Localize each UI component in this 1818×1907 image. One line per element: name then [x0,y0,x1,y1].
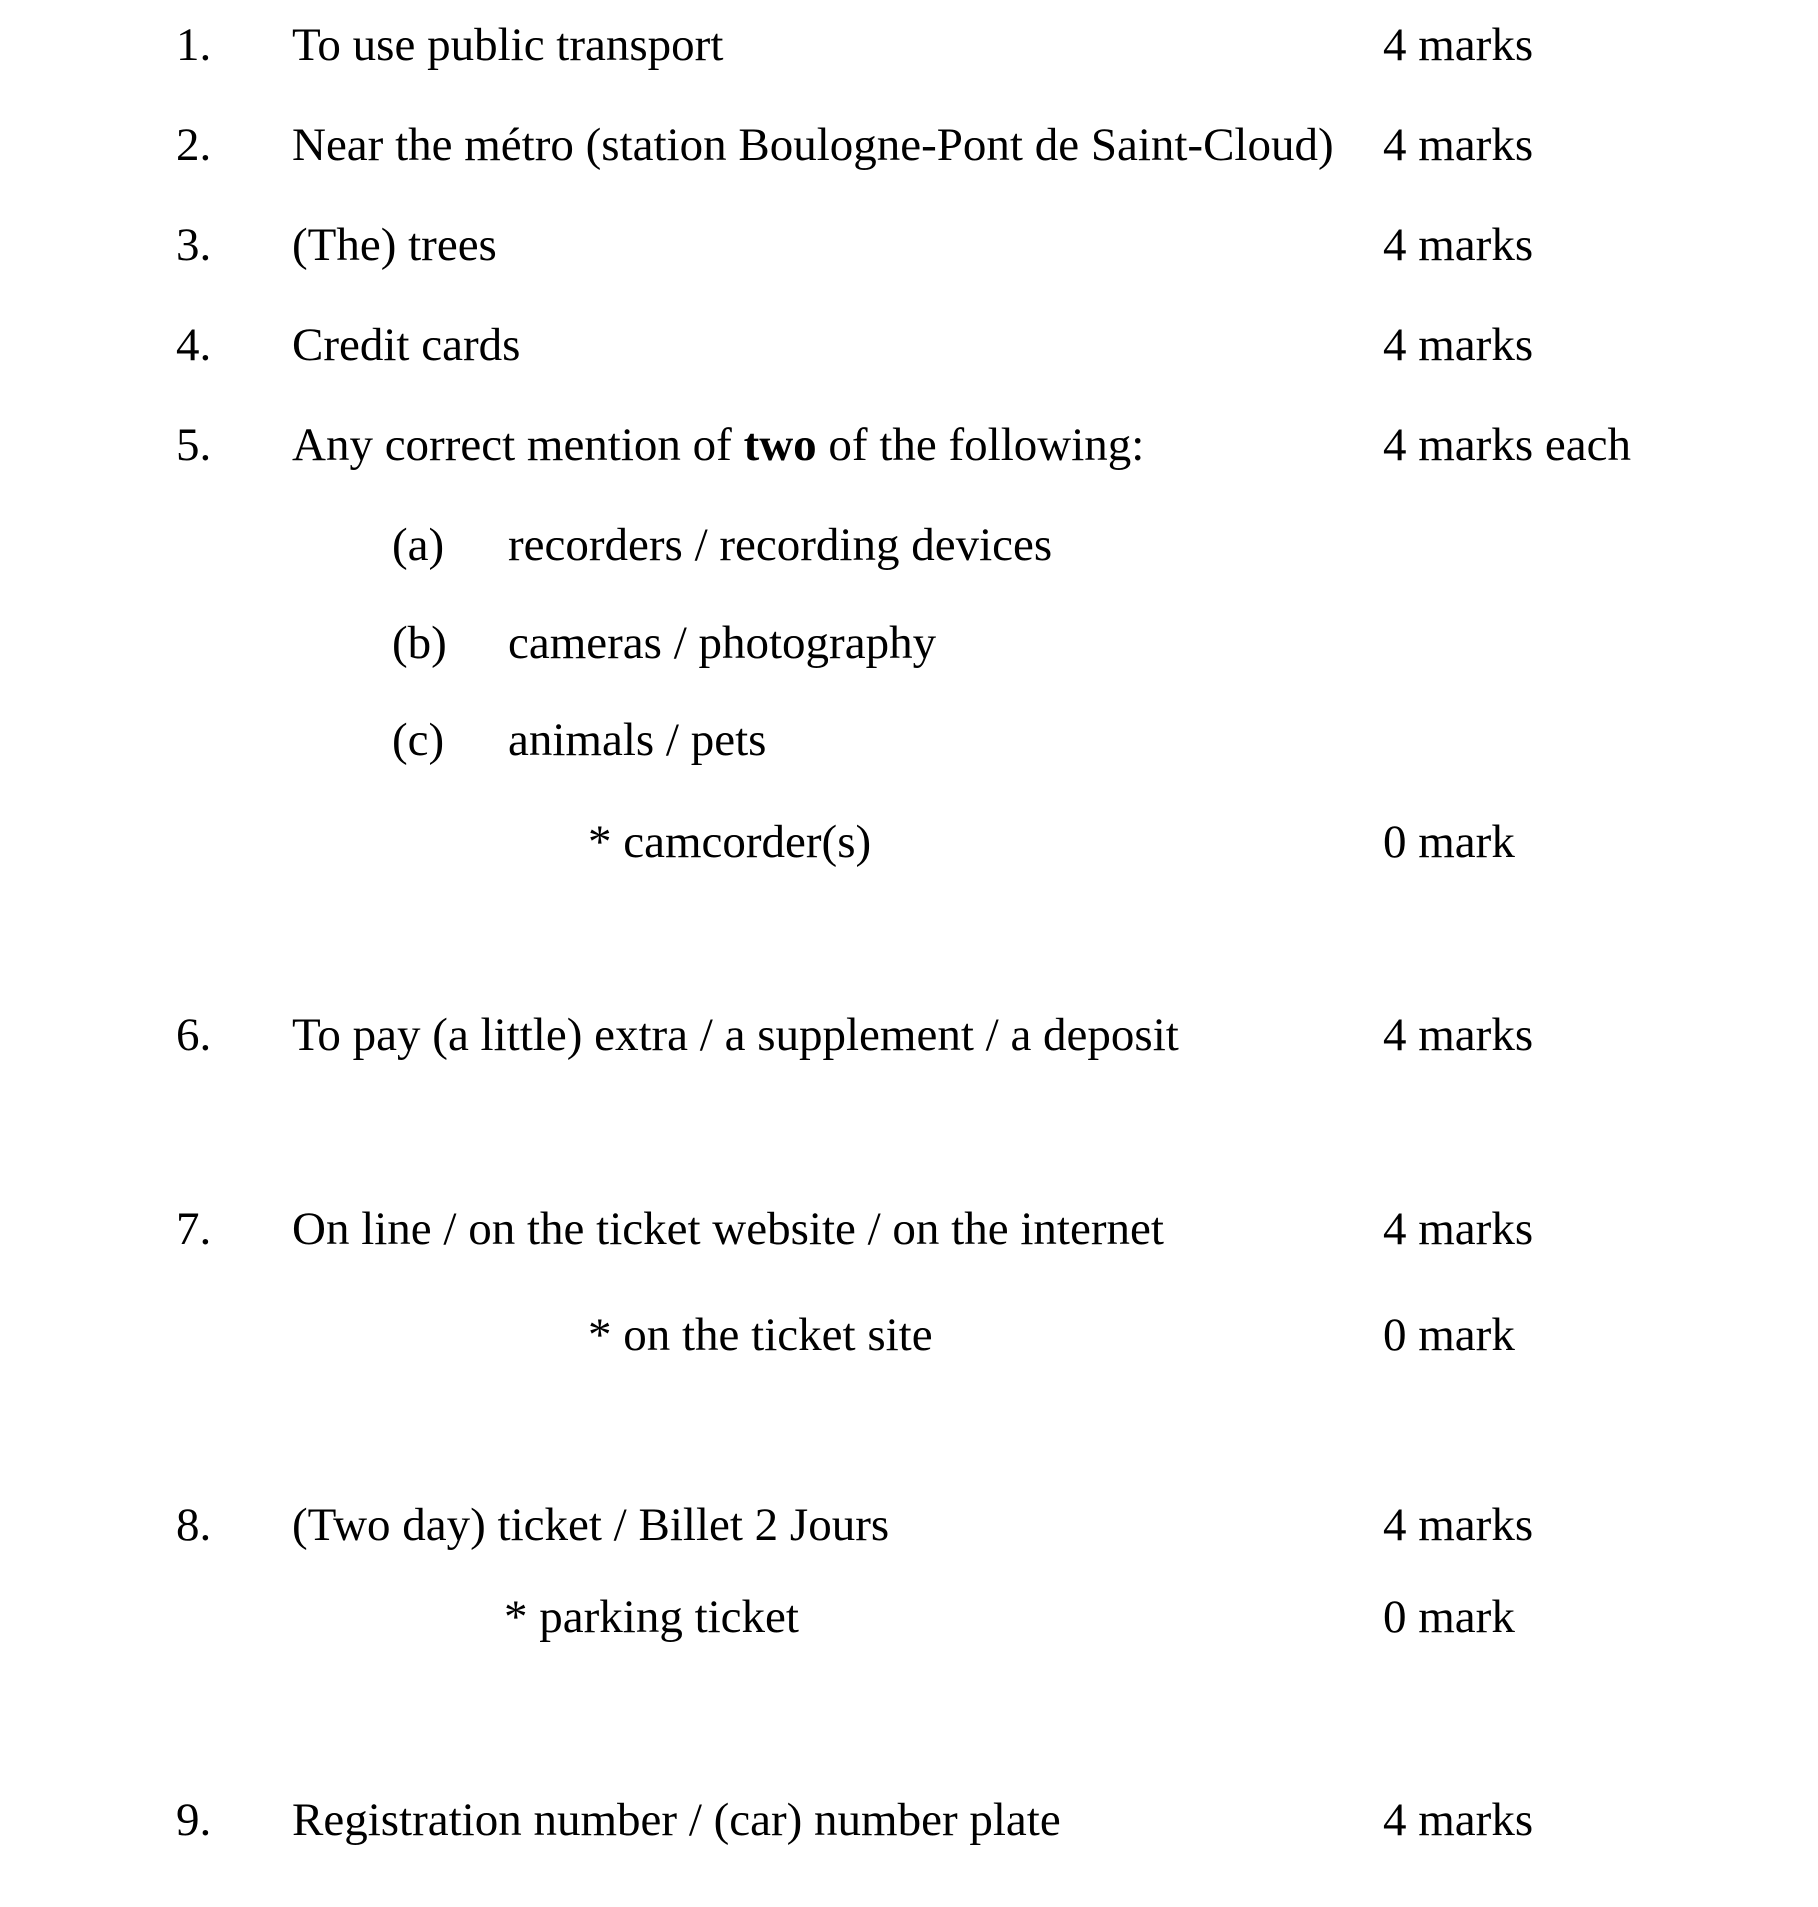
option-label: (c) [392,714,445,766]
item-number: 8. [176,1499,212,1551]
item-marks: 4 marks [1383,119,1534,171]
rejected-answer-row [0,1308,1818,1370]
rejected-answer-text: * parking ticket [504,1591,799,1643]
item-text: To pay (a little) extra / a supplement / a deposit [292,1009,1179,1061]
item-text: To use public transport [292,19,724,71]
option-row-b [0,616,1818,678]
item-text: On line / on the ticket website / on the internet [292,1203,1164,1255]
item-number: 1. [176,19,212,71]
item-marks: 4 marks each [1383,419,1631,471]
item-text: (The) trees [292,219,497,271]
item-marks: 4 marks [1383,19,1534,71]
item-marks: 4 marks [1383,319,1534,371]
mark-scheme-row-9 [0,1793,1818,1855]
rejected-answer-marks: 0 mark [1383,1591,1515,1643]
item-text: Registration number / (car) number plate [292,1794,1061,1846]
item-number: 7. [176,1203,212,1255]
mark-scheme-row-6 [0,1008,1818,1070]
item-marks: 4 marks [1383,1009,1534,1061]
rejected-answer-marks: 0 mark [1383,1309,1515,1361]
mark-scheme-row-3 [0,218,1818,280]
rejected-answer-marks: 0 mark [1383,816,1515,868]
mark-scheme-row-8 [0,1498,1818,1560]
item-marks: 4 marks [1383,219,1534,271]
option-row-a [0,518,1818,580]
mark-scheme-row-2 [0,118,1818,180]
mark-scheme-row-1 [0,18,1818,80]
item-marks: 4 marks [1383,1794,1534,1846]
item-text-segment: Any correct mention of [292,419,744,471]
item-number: 2. [176,119,212,171]
mark-scheme-row-5 [0,418,1818,480]
item-text: (Two day) ticket / Billet 2 Jours [292,1499,890,1551]
item-number: 9. [176,1794,212,1846]
item-text: Credit cards [292,319,521,371]
option-row-c [0,713,1818,775]
item-marks: 4 marks [1383,1499,1534,1551]
option-text: cameras / photography [508,617,937,669]
rejected-answer-row [0,815,1818,877]
rejected-answer-text: * camcorder(s) [588,816,872,868]
item-text [292,418,1144,472]
mark-scheme-row-7 [0,1202,1818,1264]
item-marks: 4 marks [1383,1203,1534,1255]
item-text-bold-segment: two [743,419,817,471]
item-text: Near the métro (station Boulogne-Pont de Saint-Cloud) [292,119,1334,171]
option-label: (b) [392,617,447,669]
item-number: 3. [176,219,212,271]
rejected-answer-text: * on the ticket site [588,1309,933,1361]
rejected-answer-row [0,1590,1818,1652]
option-text: animals / pets [508,714,767,766]
item-number: 4. [176,319,212,371]
option-text: recorders / recording devices [508,519,1053,571]
item-text-segment: of the following: [816,419,1145,471]
item-number: 5. [176,419,212,471]
option-label: (a) [392,519,445,571]
item-number: 6. [176,1009,212,1061]
mark-scheme-row-4 [0,318,1818,380]
